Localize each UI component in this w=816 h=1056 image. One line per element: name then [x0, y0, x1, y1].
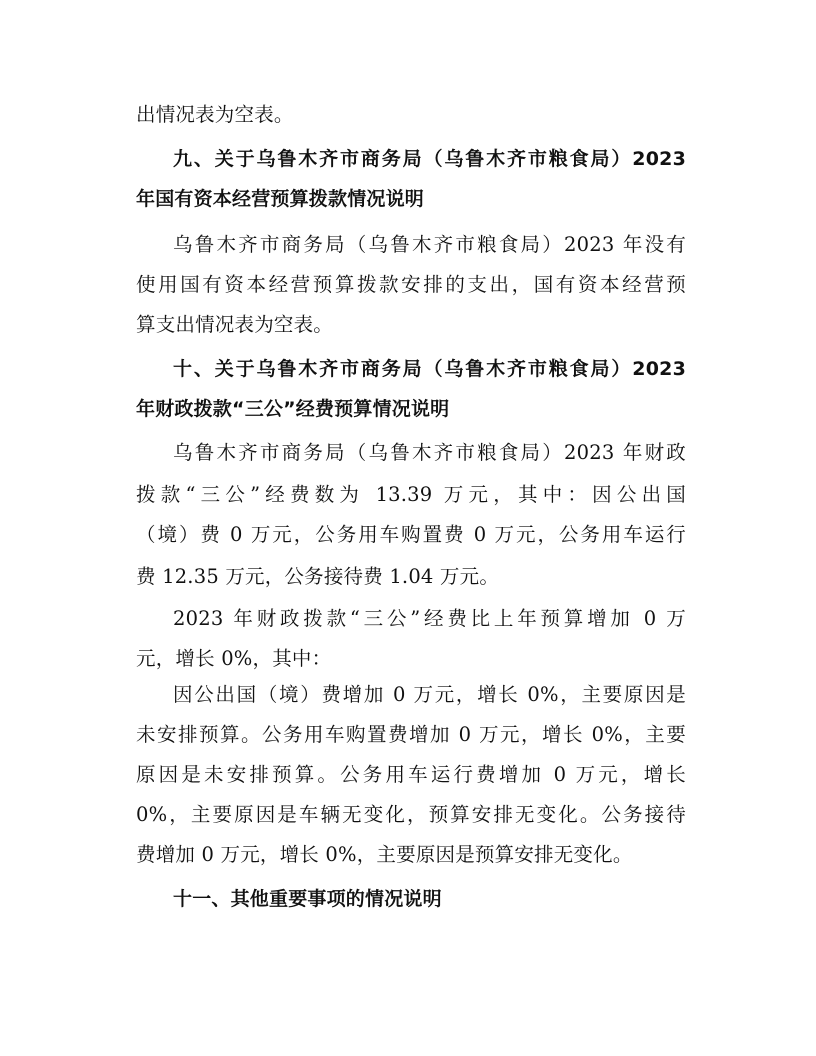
section-10-heading-line-2: 年财政拨款“三公”经费预算情况说明 [136, 398, 450, 420]
section-10-paragraph-3-line: 因公出国（境）费增加 0 万元，增长 0%，主要原因是 [173, 683, 686, 706]
paragraph-continuation: 出情况表为空表。 [136, 103, 294, 126]
section-10-paragraph-3-line: 费增加 0 万元，增长 0%，主要原因是预算安排无变化。 [136, 843, 633, 866]
section-9-paragraph-line: 使用国有资本经营预算拨款安排的支出，国有资本经营预 [136, 273, 686, 296]
section-9-paragraph-line: 乌鲁木齐市商务局（乌鲁木齐市粮食局）2023 年没有 [173, 233, 686, 256]
section-10-paragraph-1-line: 费 12.35 万元，公务接待费 1.04 万元。 [136, 565, 500, 588]
section-10-paragraph-1-line: （境）费 0 万元，公务用车购置费 0 万元，公务用车运行 [136, 523, 686, 546]
section-10-paragraph-1-line: 拨款“三公”经费数为 13.39 万元，其中：因公出国 [136, 483, 686, 506]
section-10-paragraph-1-line: 乌鲁木齐市商务局（乌鲁木齐市粮食局）2023 年财政 [173, 441, 686, 464]
section-10-paragraph-3-line: 0%，主要原因是车辆无变化，预算安排无变化。公务接待 [136, 803, 686, 826]
section-11-heading: 十一、其他重要事项的情况说明 [173, 888, 442, 910]
section-10-paragraph-2-line: 元，增长 0%，其中： [136, 647, 332, 670]
section-10-paragraph-3-line: 未安排预算。公务用车购置费增加 0 万元，增长 0%，主要 [136, 723, 686, 746]
section-10-heading-line-1: 十、关于乌鲁木齐市商务局（乌鲁木齐市粮食局）2023 [173, 358, 686, 380]
section-9-heading-line-1: 九、关于乌鲁木齐市商务局（乌鲁木齐市粮食局）2023 [173, 148, 686, 170]
section-9-paragraph-line: 算支出情况表为空表。 [136, 313, 334, 336]
section-10-paragraph-2-line: 2023 年财政拨款“三公”经费比上年预算增加 0 万 [173, 607, 686, 630]
section-10-paragraph-3-line: 原因是未安排预算。公务用车运行费增加 0 万元，增长 [136, 763, 686, 786]
section-9-heading-line-2: 年国有资本经营预算拨款情况说明 [136, 188, 425, 210]
